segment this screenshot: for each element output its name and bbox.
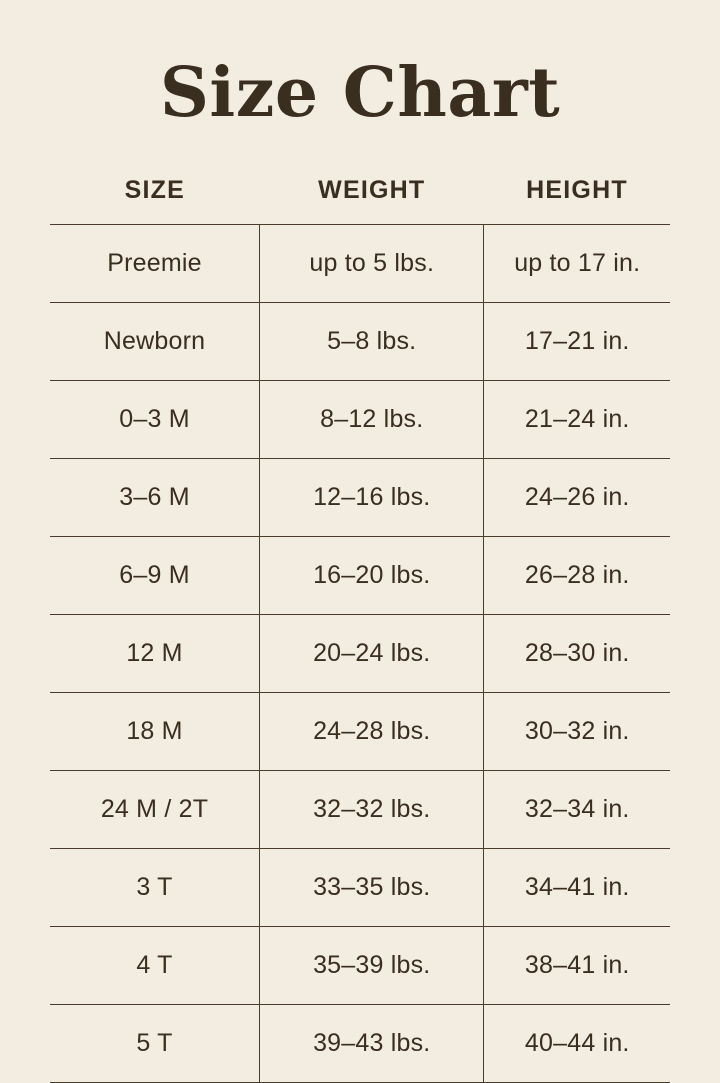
- cell-height: 38–41 in.: [484, 927, 670, 1005]
- cell-size: 6–9 M: [50, 537, 260, 615]
- table-row: [50, 537, 670, 615]
- table-header-row: [50, 175, 670, 225]
- cell-size: 18 M: [50, 693, 260, 771]
- cell-size: Newborn: [50, 303, 260, 381]
- cell-size: 5 T: [50, 1005, 260, 1083]
- table-row: [50, 381, 670, 459]
- cell-size: 24 M / 2T: [50, 771, 260, 849]
- cell-height: 21–24 in.: [484, 381, 670, 459]
- size-chart-table: [50, 175, 670, 1083]
- cell-weight: up to 5 lbs.: [260, 225, 484, 303]
- table-row: [50, 771, 670, 849]
- column-header-height: HEIGHT: [526, 176, 628, 205]
- cell-weight: 33–35 lbs.: [260, 849, 484, 927]
- cell-size: 3 T: [50, 849, 260, 927]
- cell-weight: 16–20 lbs.: [260, 537, 484, 615]
- cell-height: 32–34 in.: [484, 771, 670, 849]
- cell-weight: 8–12 lbs.: [260, 381, 484, 459]
- size-chart-table-wrapper: [50, 175, 670, 1083]
- column-header-size: SIZE: [124, 176, 185, 205]
- cell-height: up to 17 in.: [484, 225, 670, 303]
- cell-height: 34–41 in.: [484, 849, 670, 927]
- table-row: [50, 1005, 670, 1083]
- cell-size: 0–3 M: [50, 381, 260, 459]
- table-row: [50, 225, 670, 303]
- cell-weight: 32–32 lbs.: [260, 771, 484, 849]
- cell-weight: 5–8 lbs.: [260, 303, 484, 381]
- cell-weight: 35–39 lbs.: [260, 927, 484, 1005]
- cell-height: 40–44 in.: [484, 1005, 670, 1083]
- cell-weight: 24–28 lbs.: [260, 693, 484, 771]
- column-header-weight: WEIGHT: [318, 176, 426, 205]
- table-row: [50, 615, 670, 693]
- table-row: [50, 849, 670, 927]
- cell-weight: 12–16 lbs.: [260, 459, 484, 537]
- cell-weight: 39–43 lbs.: [260, 1005, 484, 1083]
- table-body: [50, 225, 670, 1083]
- cell-size: 12 M: [50, 615, 260, 693]
- cell-height: 26–28 in.: [484, 537, 670, 615]
- table-header: [50, 175, 670, 225]
- page-title: Size Chart: [159, 53, 561, 133]
- table-row: [50, 459, 670, 537]
- table-row: [50, 303, 670, 381]
- cell-size: 4 T: [50, 927, 260, 1005]
- cell-size: Preemie: [50, 225, 260, 303]
- cell-height: 30–32 in.: [484, 693, 670, 771]
- table-row: [50, 693, 670, 771]
- cell-height: 24–26 in.: [484, 459, 670, 537]
- cell-height: 28–30 in.: [484, 615, 670, 693]
- table-row: [50, 927, 670, 1005]
- cell-height: 17–21 in.: [484, 303, 670, 381]
- cell-weight: 20–24 lbs.: [260, 615, 484, 693]
- cell-size: 3–6 M: [50, 459, 260, 537]
